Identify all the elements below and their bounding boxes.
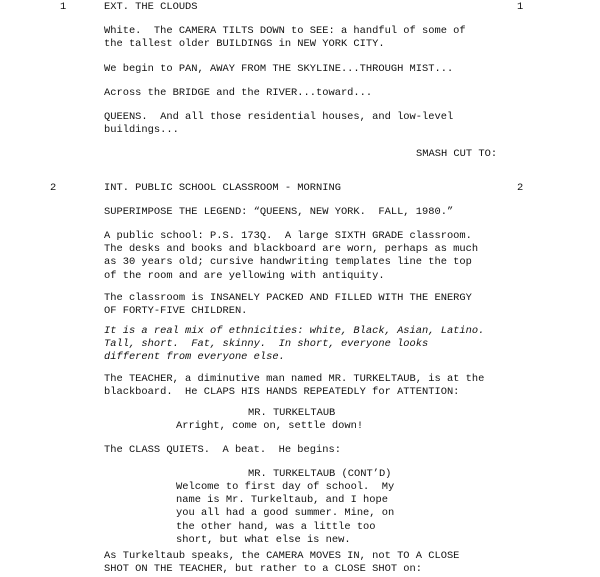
action-paragraph-italic: It is a real mix of ethnicities: white, Black, Asian, Latino. Tall, short. Fat, skinny. In short, everyone looks different from everyone else. xyxy=(104,325,485,364)
action-paragraph: The TEACHER, a diminutive man named MR. TURKELTAUB, is at the blackboard. He CLAPS HIS HANDS REPEATEDLY for ATTENTION: xyxy=(104,373,485,399)
scene-number-left: 1 xyxy=(60,1,67,13)
character-name: MR. TURKELTAUB xyxy=(248,407,336,419)
character-name: MR. TURKELTAUB (CONT’D) xyxy=(248,468,392,480)
action-paragraph: A public school: P.S. 173Q. A large SIXTH GRADE classroom. The desks and books and blackboard are worn, perhaps as much as 30 years old; cursive handwriting templates line the top of the room and are yellowing with antiquity. xyxy=(104,230,479,282)
transition: SMASH CUT TO: xyxy=(416,148,498,160)
scene-heading: EXT. THE CLOUDS xyxy=(104,1,198,13)
action-paragraph: We begin to PAN, AWAY FROM THE SKYLINE...THROUGH MIST... xyxy=(104,63,454,75)
action-paragraph: QUEENS. And all those residential houses, and low-level buildings... xyxy=(104,111,454,137)
dialogue-line: Arright, come on, settle down! xyxy=(176,420,364,432)
scene-number-right: 2 xyxy=(517,182,524,194)
scene-heading: INT. PUBLIC SCHOOL CLASSROOM - MORNING xyxy=(104,182,341,194)
action-paragraph: As Turkeltaub speaks, the CAMERA MOVES IN, not TO A CLOSE SHOT ON THE TEACHER, but rather to a CLOSE SHOT on: xyxy=(104,550,460,576)
action-paragraph: Across the BRIDGE and the RIVER...toward... xyxy=(104,87,373,99)
scene-number-right: 1 xyxy=(517,1,524,13)
dialogue-line: Welcome to first day of school. My name is Mr. Turkeltaub, and I hope you all had a good summer. Mine, on the other hand, was a little too short, but what else is new. xyxy=(176,481,395,546)
action-paragraph: The CLASS QUIETS. A beat. He begins: xyxy=(104,444,341,456)
action-paragraph: White. The CAMERA TILTS DOWN to SEE: a handful of some of the tallest older BUILDINGS in NEW YORK CITY. xyxy=(104,25,466,51)
scene-number-left: 2 xyxy=(50,182,57,194)
action-paragraph: The classroom is INSANELY PACKED AND FILLED WITH THE ENERGY OF FORTY-FIVE CHILDREN. xyxy=(104,292,472,318)
superimpose-legend: SUPERIMPOSE THE LEGEND: “QUEENS, NEW YORK. FALL, 1980.” xyxy=(104,206,454,218)
